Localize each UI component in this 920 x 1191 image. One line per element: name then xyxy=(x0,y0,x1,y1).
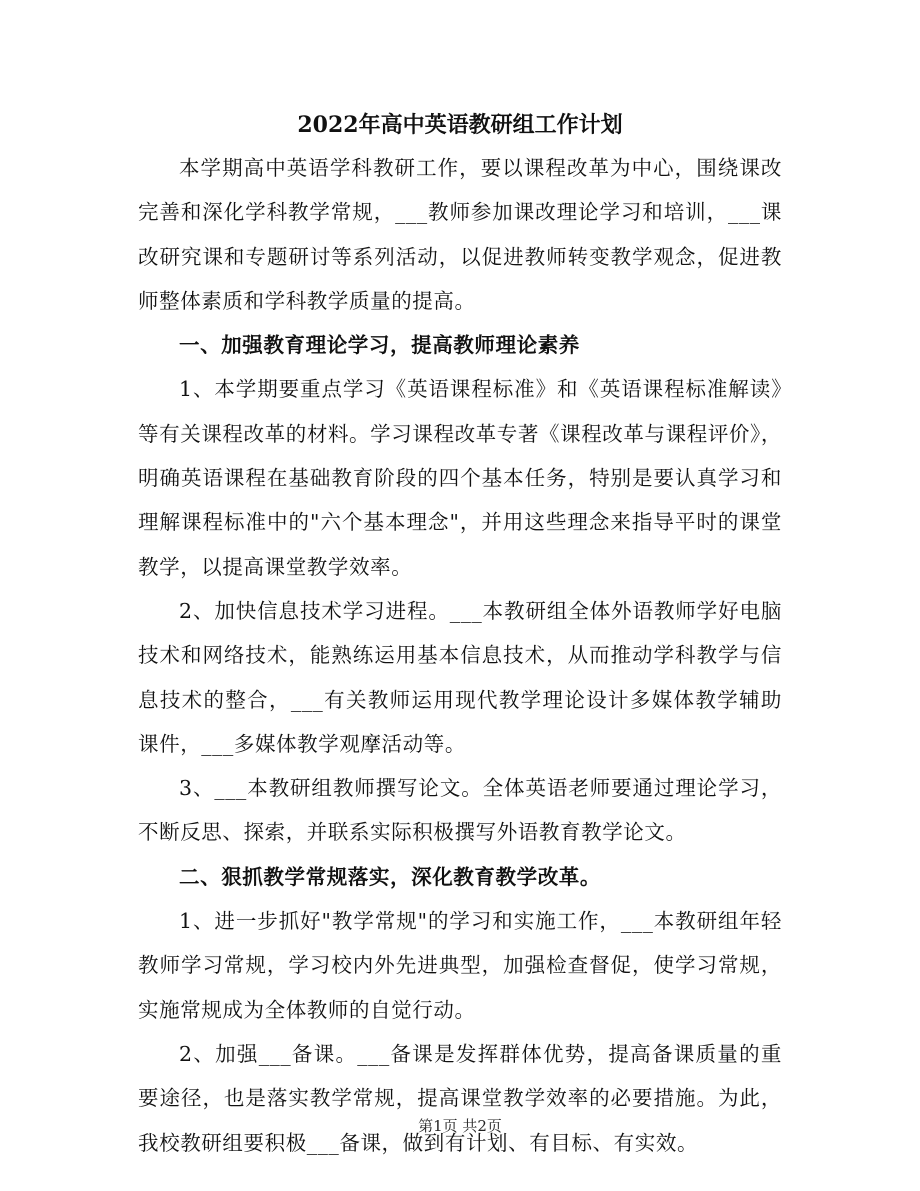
paragraph-1-3: 3、___本教研组教师撰写论文。全体英语老师要通过理论学习，不断反思、探索，并联系实际积极撰写外语教育教学论文。 xyxy=(138,776,782,845)
section-heading-2: 二、狠抓教学常规落实，深化教育教学改革。 xyxy=(179,864,601,889)
document-title: 2022年高中英语教研组工作计划 xyxy=(297,112,623,138)
paragraph-1-1: 1、本学期要重点学习《英语课程标准》和《英语课程标准解读》等有关课程改革的材料。学习课程改革专著《课程改革与课程评价》，明确英语课程在基础教育阶段的四个基本任务，特别是要认真学习和理解课程标准中的"六个基本理念"，并用这些理念来指导平时的课堂教学，以提高课堂教学效率。 xyxy=(138,377,782,579)
paragraph-2-2: 2、加强___备课。___备课是发挥群体优势，提高备课质量的重要途径，也是落实教学常规，提高课堂教学效率的必要措施。为此，我校教研组要积极___备课，做到有计划、有目标、有实效。 xyxy=(138,1041,782,1155)
document-body xyxy=(138,146,782,1165)
page-number-footer: 第1页 共2页 xyxy=(418,1117,502,1135)
intro-paragraph: 本学期高中英语学科教研工作，要以课程改革为中心，围绕课改完善和深化学科教学常规，___教师参加课改理论学习和培训，___课改研究课和专题研讨等系列活动，以促进教师转变教学观念，促进教师整体素质和学科教学质量的提高。 xyxy=(138,156,782,313)
section-heading-1: 一、加强教育理论学习，提高教师理论素养 xyxy=(179,333,580,358)
paragraph-1-2: 2、加快信息技术学习进程。___本教研组全体外语教师学好电脑技术和网络技术，能熟练运用基本信息技术，从而推动学科教学与信息技术的整合，___有关教师运用现代教学理论设计多媒体教学辅助课件，___多媒体教学观摩活动等。 xyxy=(138,598,782,756)
paragraph-2-1: 1、进一步抓好"教学常规"的学习和实施工作，___本教研组年轻教师学习常规，学习校内外先进典型，加强检查督促，使学习常规，实施常规成为全体教师的自觉行动。 xyxy=(138,909,782,1022)
